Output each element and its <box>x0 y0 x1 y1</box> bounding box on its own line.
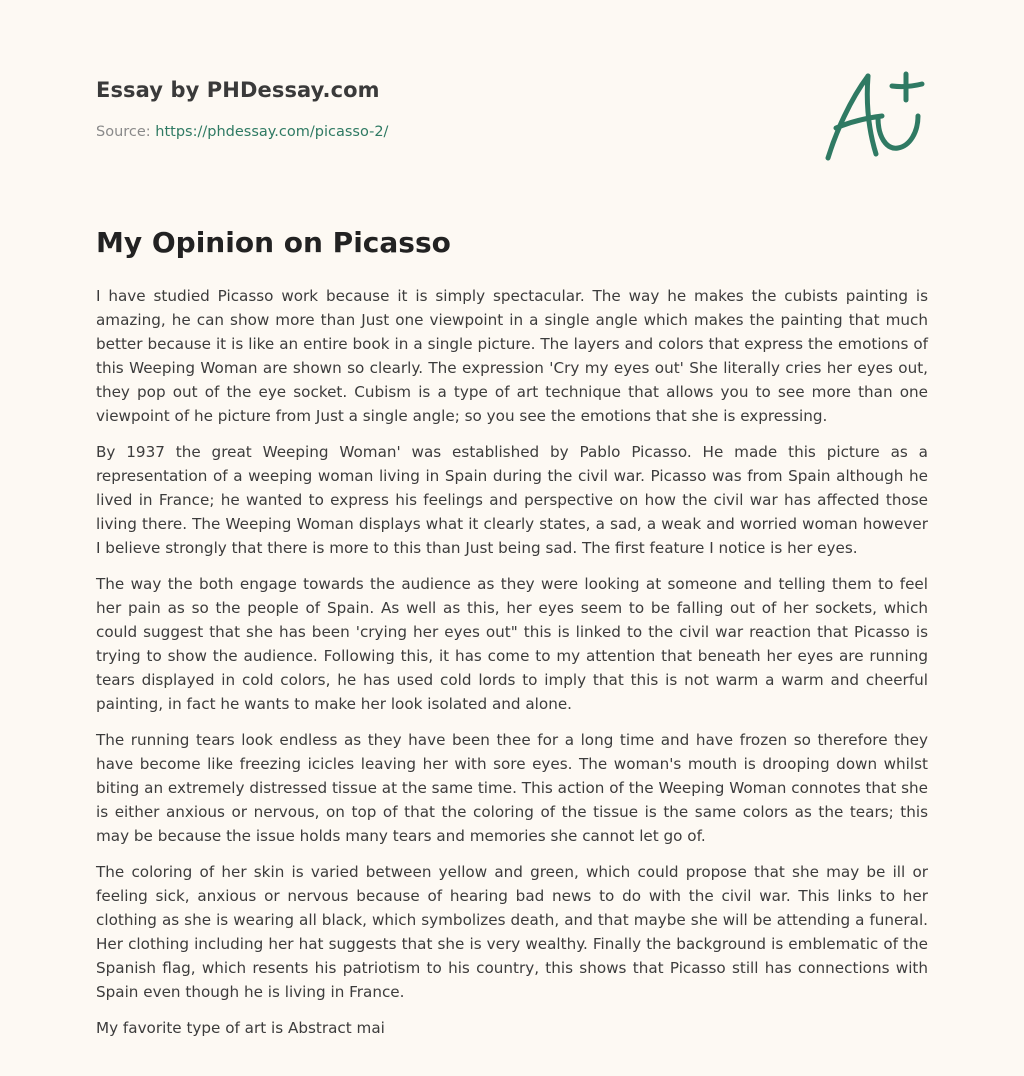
source-label: Source: <box>96 124 156 140</box>
essay-paragraph: The way the both engage towards the audience as they were looking at someone and telling them to feel her pain as so the people of Spain. As well as this, her eyes seem to be falling out of her sockets, which could suggest that she has been 'crying her eyes out" this is linked to the civil war reaction that Picasso is trying to show the audience. Following this, it has come to my attention that beneath her eyes are running tears displayed in cold colors, he has used cold lords to imply that this is not warm a warm and cheerful painting, in fact he wants to make her look isolated and alone. <box>96 575 928 713</box>
a-plus-logo-icon <box>822 66 926 166</box>
essay-page <box>96 0 928 1037</box>
page-header <box>96 0 928 190</box>
essay-title: My Opinion on Picasso <box>96 226 451 259</box>
essay-paragraph: I have studied Picasso work because it is simply spectacular. The way he makes the cubists painting is amazing, he can show more than Just one viewpoint in a single angle which makes the painting that much better because it is like an entire book in a single picture. The layers and colors that express the emotions of this Weeping Woman are shown so clearly. The expression 'Cry my eyes out' She literally cries her eyes out, they pop out of the eye socket. Cubism is a type of art technique that allows you to see more than one viewpoint of he picture from Just a single angle; so you see the emotions that she is expressing. <box>96 287 928 425</box>
source-link[interactable]: https://phdessay.com/picasso-2/ <box>155 124 389 140</box>
source-line <box>96 124 388 140</box>
essay-paragraph: By 1937 the great Weeping Woman' was established by Pablo Picasso. He made this picture as a representation of a weeping woman living in Spain during the civil war. Picasso was from Spain although he lived in France; he wanted to express his feelings and perspective on how the civil war has affected those living there. The Weeping Woman displays what it clearly states, a sad, a weak and worried woman however I believe strongly that there is more to this than Just being sad. The first feature I notice is her eyes. <box>96 443 928 557</box>
essay-body <box>96 284 928 1052</box>
essay-paragraph-truncated: My favorite type of art is Abstract mai <box>96 1019 385 1037</box>
site-title: Essay by PHDessay.com <box>96 78 380 102</box>
essay-paragraph: The coloring of her skin is varied between yellow and green, which could propose that she may be ill or feeling sick, anxious or nervous because of hearing bad news to do with the civil war. This links to her clothing as she is wearing all black, which symbolizes death, and that maybe she will be attending a funeral. Her clothing including her hat suggests that she is very wealthy. Finally the background is emblematic of the Spanish flag, which resents his patriotism to his country, this shows that Picasso still has connections with Spain even though he is living in France. <box>96 863 928 1001</box>
essay-paragraph: The running tears look endless as they have been thee for a long time and have frozen so therefore they have become like freezing icicles leaving her with sore eyes. The woman's mouth is drooping down whilst biting an extremely distressed tissue at the same time. This action of the Weeping Woman connotes that she is either anxious or nervous, on top of that the coloring of the tissue is the same colors as the tears; this may be because the issue holds many tears and memories she cannot let go of. <box>96 731 928 845</box>
